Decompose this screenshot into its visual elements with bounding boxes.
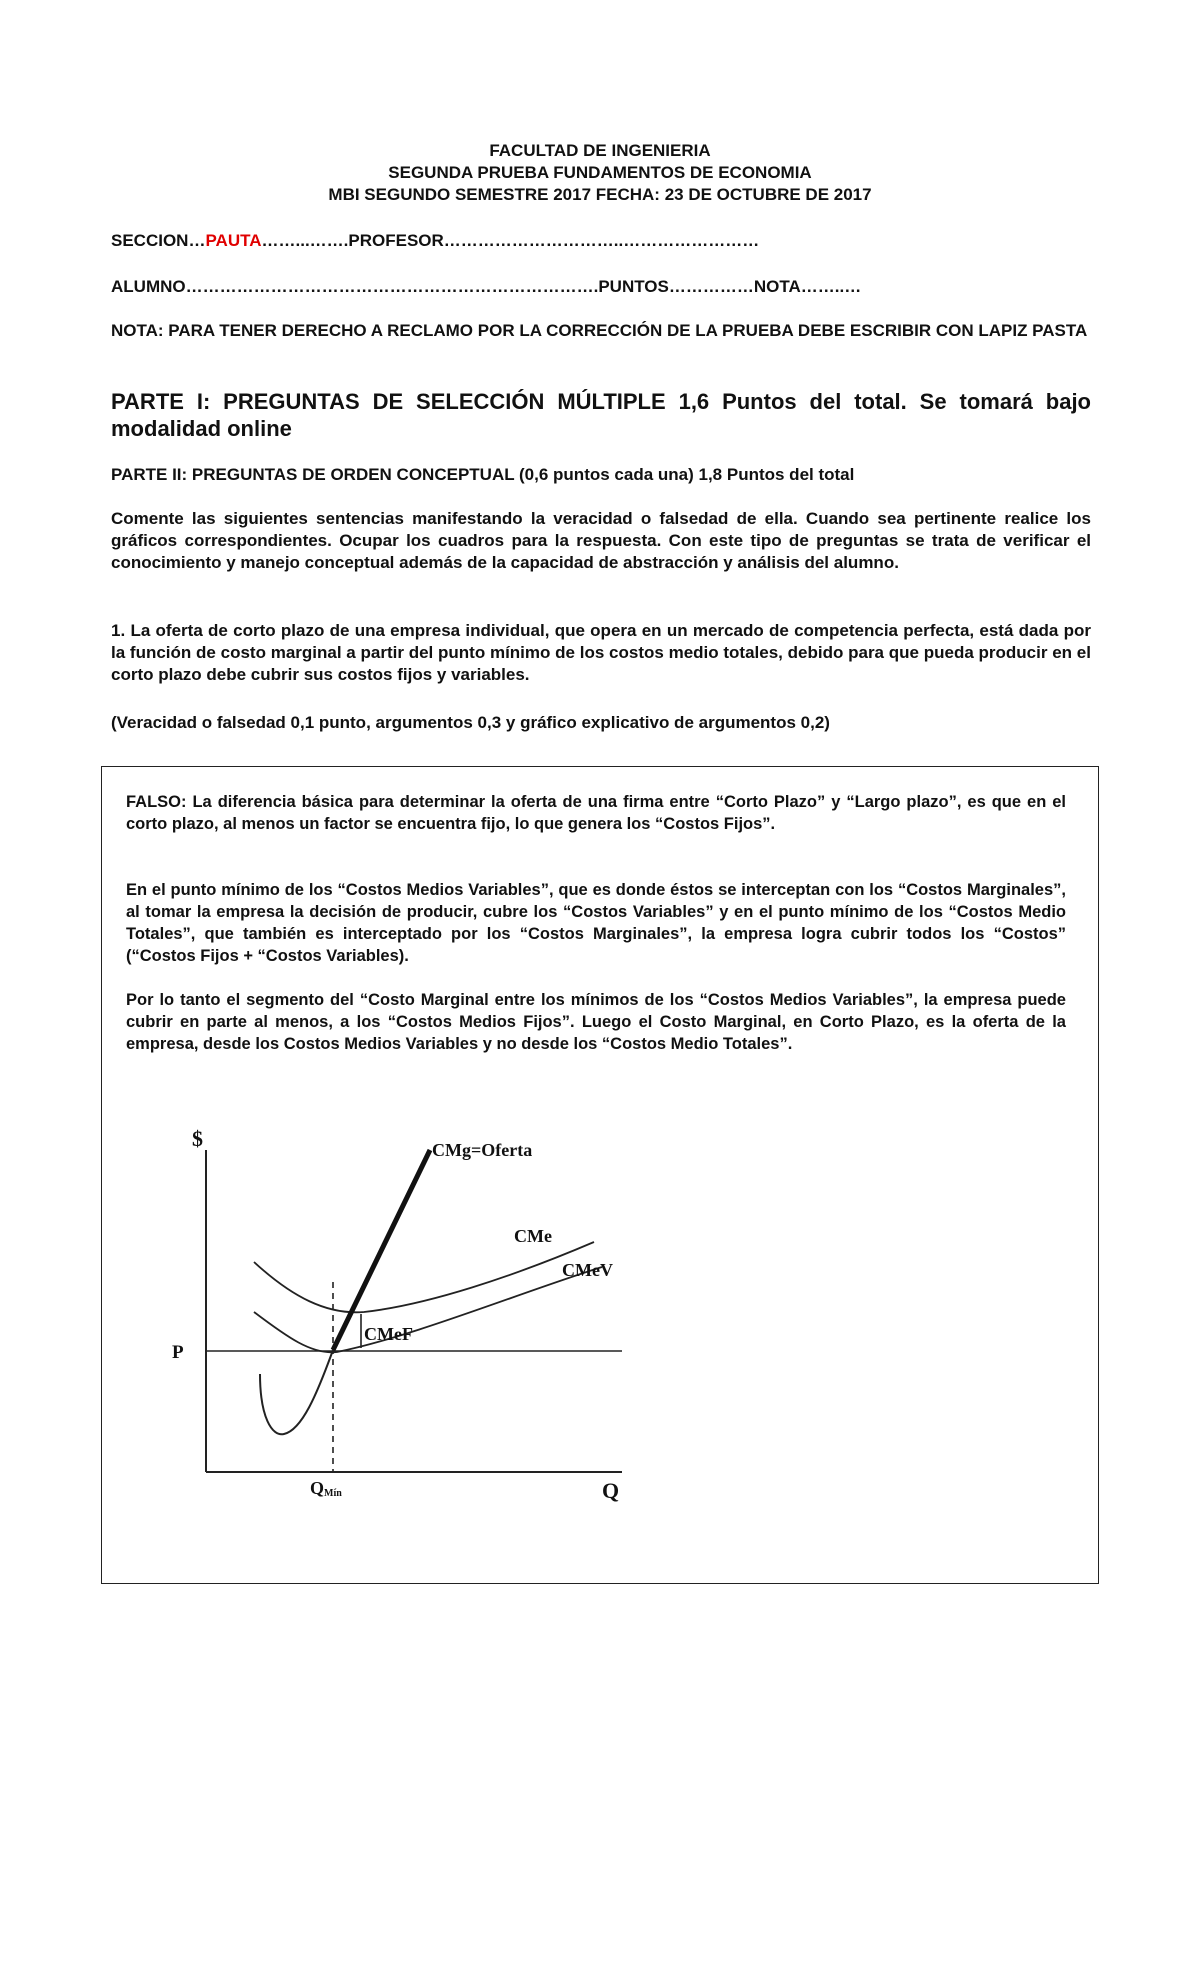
- answer-paragraph-1: FALSO: La diferencia básica para determinar la oferta de una firma entre “Corto Plazo” y “Largo plazo”, es que en el corto plazo, al menos un factor se encuentra fijo, lo que genera los “Costos Fijos”.: [126, 793, 1066, 833]
- profesor-field: ……...…….PROFESOR…………………………..……………………: [261, 231, 760, 250]
- parte-1-heading: PARTE I: PREGUNTAS DE SELECCIÓN MÚLTIPLE 1,6 Puntos del total. Se tomará bajo modalidad online: [111, 389, 1091, 441]
- cmg-label: CMg=Oferta: [432, 1140, 533, 1160]
- cmg-lower-curve: [260, 1350, 333, 1434]
- scoring-text: (Veracidad o falsedad 0,1 punto, argumentos 0,3 y gráfico explicativo de argumentos 0,2): [111, 713, 830, 732]
- answer-box: [101, 766, 1099, 1584]
- seccion-label: SECCION…: [111, 231, 206, 250]
- seccion-value: PAUTA: [205, 231, 262, 250]
- cmef-label: CMeF: [364, 1324, 413, 1344]
- nota-text: NOTA: PARA TENER DERECHO A RECLAMO POR LA CORRECCIÓN DE LA PRUEBA DEBE ESCRIBIR CON LAPIZ PASTA: [111, 321, 1088, 340]
- question-1-text: 1. La oferta de corto plazo de una empresa individual, que opera en un mercado de competencia perfecta, está dada por la función de costo marginal a partir del punto mínimo de los costos medio totales, debido para que pueda producir en el corto plazo debe cubrir sus costos fijos y variables.: [111, 621, 1091, 684]
- alumno-line: ALUMNO……………………………………………………………….PUNTOS……………NOTA……..…: [111, 277, 862, 296]
- seccion-profesor-line: [111, 230, 1091, 252]
- x-axis-label: Q: [602, 1478, 620, 1503]
- cmev-curve: [254, 1267, 602, 1352]
- parte-2-heading: PARTE II: PREGUNTAS DE ORDEN CONCEPTUAL (0,6 puntos cada una) 1,8 Puntos del total: [111, 465, 855, 484]
- y-axis-label: $: [192, 1126, 203, 1151]
- cost-curves-graph: [152, 1112, 752, 1572]
- q-min-label: [310, 1478, 342, 1499]
- price-label: P: [172, 1342, 184, 1363]
- answer-paragraph-3: Por lo tanto el segmento del “Costo Marginal entre los mínimos de los “Costos Medios Variables”, la empresa puede cubrir en parte al menos, a los “Costos Medios Fijos”. Luego el Costo Marginal, en Corto Plazo, es la oferta de la empresa, desde los Costos Medios Variables y no desde los “Costos Medio Totales”.: [126, 991, 1066, 1053]
- cme-curve: [254, 1242, 594, 1312]
- faculty-title: FACULTAD DE INGENIERIA: [489, 141, 711, 160]
- cme-label: CMe: [514, 1226, 552, 1246]
- q-min-main: Q: [310, 1478, 325, 1498]
- semester-date: MBI SEGUNDO SEMESTRE 2017 FECHA: 23 DE OCTUBRE DE 2017: [328, 185, 872, 204]
- q-min-subscript: Mín: [324, 1488, 342, 1499]
- answer-paragraph-2: En el punto mínimo de los “Costos Medios Variables”, que es donde éstos se interceptan con los “Costos Marginales”, al tomar la empresa la decisión de producir, cubre los “Costos Variables” y en el punto mínimo de los “Costos Medio Totales”, que también es interceptado por los “Costos Marginales”, la empresa logra cubrir todos los “Costos” (“Costos Fijos + “Costos Variables).: [126, 881, 1066, 965]
- cmev-label: CMeV: [562, 1260, 613, 1280]
- cmg-supply-curve: [333, 1150, 430, 1350]
- exam-title: SEGUNDA PRUEBA FUNDAMENTOS DE ECONOMIA: [388, 163, 812, 182]
- instructions-text: Comente las siguientes sentencias manifestando la veracidad o falsedad de ella. Cuando sea pertinente realice los gráficos correspondientes. Ocupar los cuadros para la respuesta. Con este tipo de preguntas se trata de verificar el conocimiento y manejo conceptual además de la capacidad de abstracción y análisis del alumno.: [111, 509, 1091, 572]
